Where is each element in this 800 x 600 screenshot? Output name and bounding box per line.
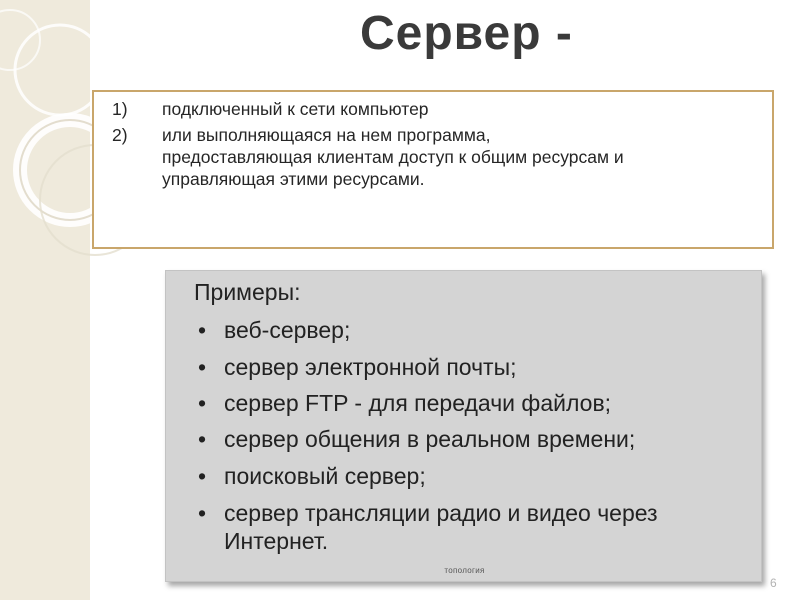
slide-number: 6 bbox=[770, 576, 777, 590]
definition-box bbox=[92, 90, 774, 249]
definition-text: подключенный к сети компьютер bbox=[162, 99, 429, 119]
examples-heading: Примеры: bbox=[194, 279, 301, 305]
footer-label: топология bbox=[444, 566, 485, 575]
definition-number: 2) bbox=[112, 125, 128, 145]
examples-box bbox=[165, 270, 762, 582]
example-text: сервер FTP - для передачи файлов; bbox=[224, 390, 612, 416]
example-text: сервер общения в реальном времени; bbox=[224, 426, 636, 452]
definition-text: или выполняющаяся на нем программа, предоставляющая клиентам доступ к общим ресурсам и управляющая этими ресурсами. bbox=[162, 125, 624, 189]
left-decorative-band bbox=[0, 0, 90, 600]
bullet-icon: • bbox=[198, 354, 207, 380]
bullet-icon: • bbox=[198, 463, 207, 489]
example-text: поисковый сервер; bbox=[224, 463, 426, 489]
bullet-icon: • bbox=[198, 426, 207, 452]
slide-title: Сервер - bbox=[360, 7, 573, 60]
bullet-icon: • bbox=[198, 390, 207, 416]
example-text: сервер электронной почты; bbox=[224, 354, 517, 380]
example-text: сервер трансляции радио и видео через Интернет. bbox=[224, 500, 658, 554]
example-text: веб-сервер; bbox=[224, 317, 351, 343]
bullet-icon: • bbox=[198, 317, 207, 343]
bullet-icon: • bbox=[198, 500, 207, 526]
definition-number: 1) bbox=[112, 99, 128, 119]
